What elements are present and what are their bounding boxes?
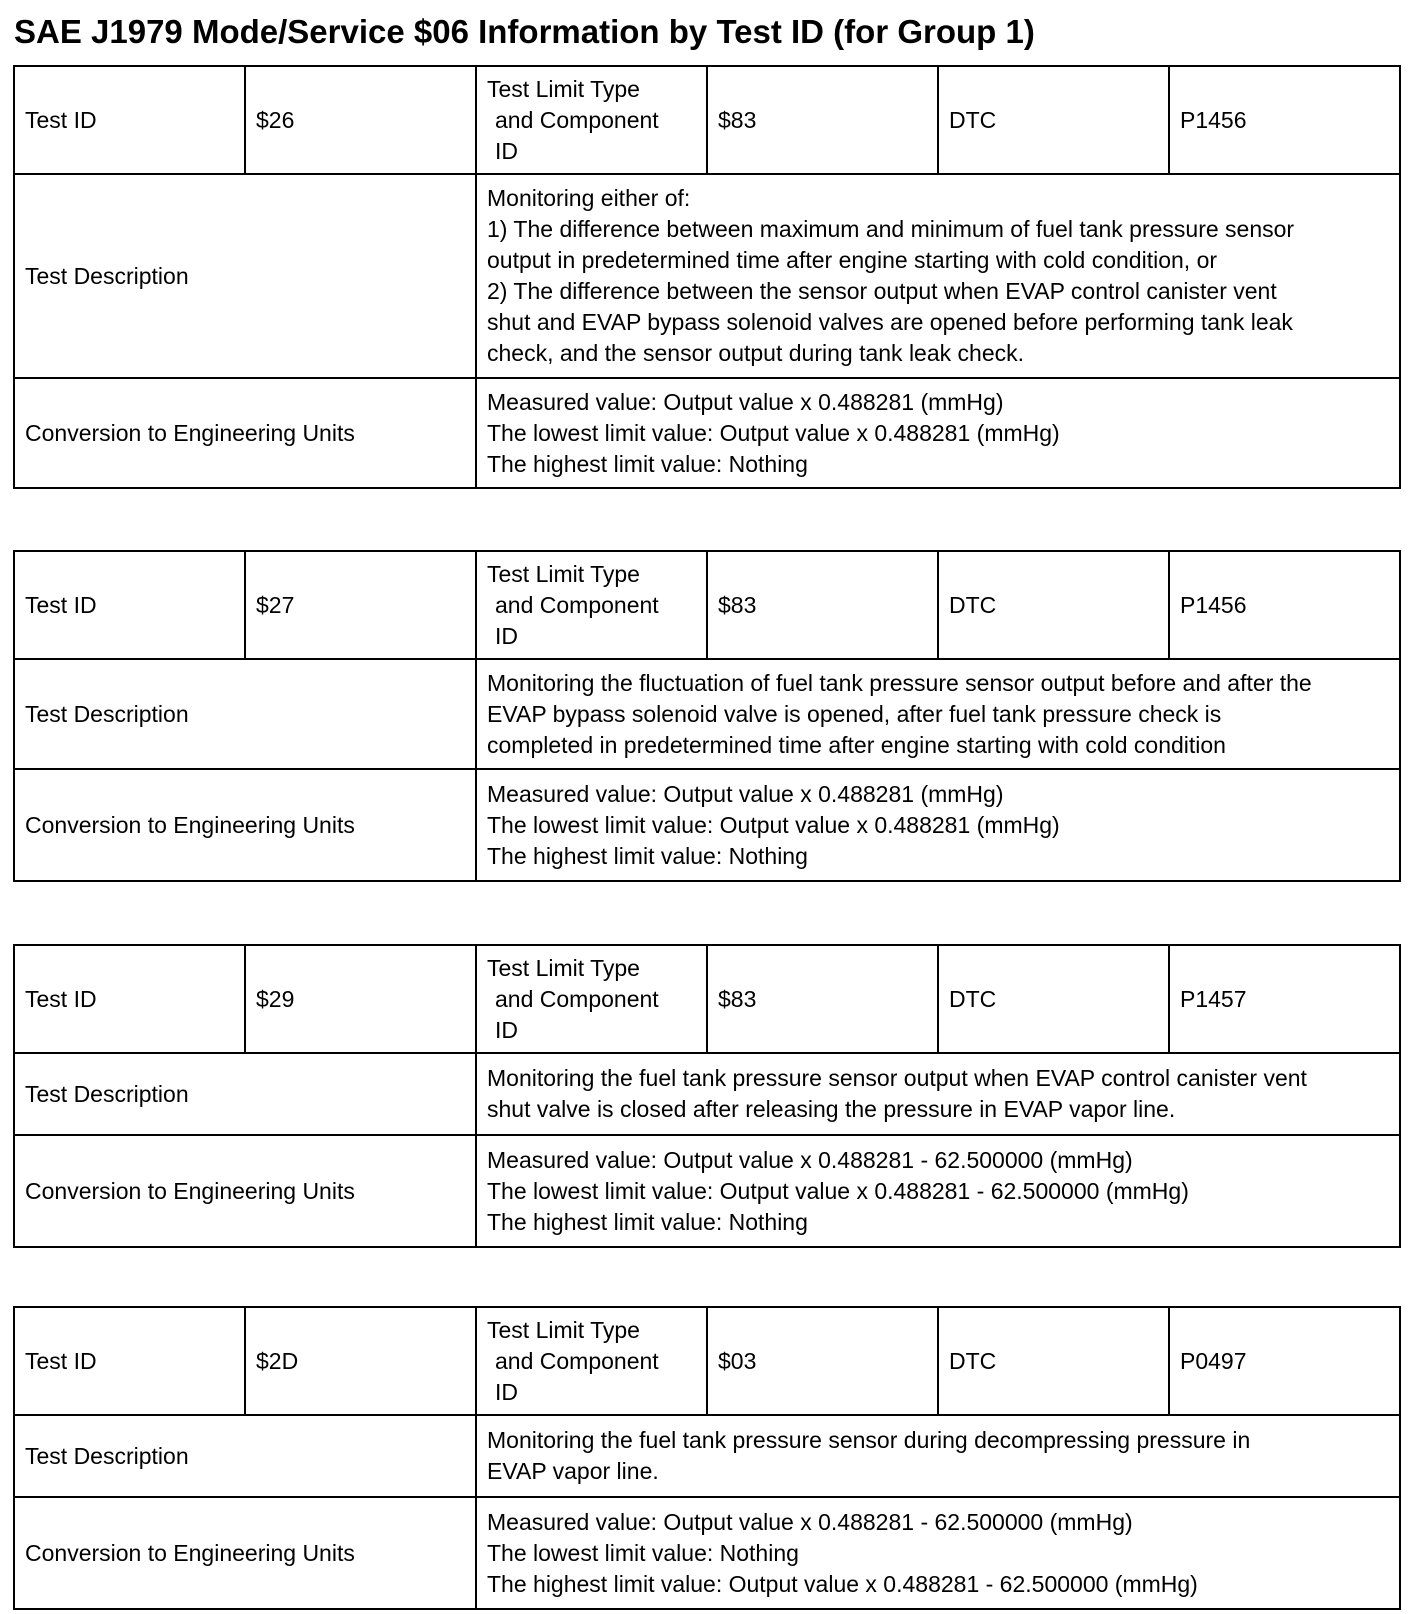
limit-type-label-line: and Component xyxy=(495,106,659,133)
limit-type-label xyxy=(476,945,707,1053)
conversion-label: Conversion to Engineering Units xyxy=(14,378,476,488)
conversion-row xyxy=(14,1135,1400,1247)
limit-type-label xyxy=(476,1307,707,1415)
test-id-value: $2D xyxy=(245,1307,476,1415)
conversion-row xyxy=(14,1497,1400,1609)
conversion-line: The lowest limit value: Output value x 0.488281 - 62.500000 (mmHg) xyxy=(487,1177,1189,1204)
conversion-line: The highest limit value: Nothing xyxy=(487,1208,808,1235)
limit-type-label-line: and Component xyxy=(495,985,659,1012)
test-description-label: Test Description xyxy=(14,1053,476,1135)
table-header-row xyxy=(14,551,1400,659)
description-line: completed in predetermined time after engine starting with cold condition xyxy=(487,731,1226,758)
limit-type-value: $83 xyxy=(707,945,938,1053)
dtc-value: P1457 xyxy=(1169,945,1400,1053)
limit-type-label-line: Test Limit Type xyxy=(487,75,640,102)
description-line: Monitoring either of: xyxy=(487,185,691,211)
test-id-label: Test ID xyxy=(14,66,245,174)
conversion-value xyxy=(476,1497,1400,1609)
conversion-value xyxy=(476,378,1400,488)
limit-type-label-line: Test Limit Type xyxy=(487,1316,640,1343)
dtc-label: DTC xyxy=(938,1307,1169,1415)
test-id-value: $27 xyxy=(245,551,476,659)
table-header-row xyxy=(14,945,1400,1053)
description-line: 1) The difference between maximum and minimum of fuel tank pressure sensor xyxy=(487,216,1295,242)
conversion-line: The highest limit value: Nothing xyxy=(487,450,808,477)
test-description-value xyxy=(476,1053,1400,1135)
conversion-row xyxy=(14,378,1400,488)
test-table xyxy=(13,944,1401,1248)
description-row xyxy=(14,659,1400,769)
test-id-value: $29 xyxy=(245,945,476,1053)
conversion-line: The lowest limit value: Output value x 0.488281 (mmHg) xyxy=(487,419,1060,446)
description-line: Monitoring the fuel tank pressure sensor during decompressing pressure in xyxy=(487,1427,1251,1453)
test-description-value xyxy=(476,659,1400,769)
limit-type-label-line: ID xyxy=(495,1016,518,1043)
conversion-line: The highest limit value: Nothing xyxy=(487,842,808,869)
limit-type-value: $83 xyxy=(707,66,938,174)
conversion-line: The highest limit value: Output value x 0.488281 - 62.500000 (mmHg) xyxy=(487,1570,1198,1597)
limit-type-label-line: Test Limit Type xyxy=(487,560,640,587)
table-header-row xyxy=(14,1307,1400,1415)
dtc-label: DTC xyxy=(938,66,1169,174)
test-id-value: $26 xyxy=(245,66,476,174)
limit-type-label-line: Test Limit Type xyxy=(487,954,640,981)
dtc-label: DTC xyxy=(938,551,1169,659)
test-description-value xyxy=(476,174,1400,378)
limit-type-label-line: ID xyxy=(495,137,518,164)
test-description-value xyxy=(476,1415,1400,1497)
table-header-row xyxy=(14,66,1400,174)
limit-type-label xyxy=(476,551,707,659)
description-line: Monitoring the fluctuation of fuel tank pressure sensor output before and after the xyxy=(487,669,1312,696)
description-line: output in predetermined time after engine starting with cold condition, or xyxy=(487,247,1218,273)
dtc-value: P0497 xyxy=(1169,1307,1400,1415)
description-line: Monitoring the fuel tank pressure sensor output when EVAP control canister vent xyxy=(487,1065,1307,1091)
conversion-label: Conversion to Engineering Units xyxy=(14,769,476,881)
test-description-label: Test Description xyxy=(14,659,476,769)
test-table xyxy=(13,550,1401,882)
conversion-line: Measured value: Output value x 0.488281 (mmHg) xyxy=(487,388,1004,415)
conversion-label: Conversion to Engineering Units xyxy=(14,1497,476,1609)
conversion-label: Conversion to Engineering Units xyxy=(14,1135,476,1247)
test-id-label: Test ID xyxy=(14,945,245,1053)
description-line: EVAP bypass solenoid valve is opened, after fuel tank pressure check is xyxy=(487,700,1222,727)
description-row xyxy=(14,174,1400,378)
description-line: check, and the sensor output during tank leak check. xyxy=(487,340,1024,366)
description-row xyxy=(14,1053,1400,1135)
limit-type-label-line: and Component xyxy=(495,591,659,618)
dtc-label: DTC xyxy=(938,945,1169,1053)
description-line: 2) The difference between the sensor output when EVAP control canister vent xyxy=(487,278,1277,304)
conversion-line: The lowest limit value: Output value x 0.488281 (mmHg) xyxy=(487,811,1060,838)
description-line: shut and EVAP bypass solenoid valves are opened before performing tank leak xyxy=(487,309,1293,335)
dtc-value: P1456 xyxy=(1169,66,1400,174)
test-table xyxy=(13,1306,1401,1610)
conversion-line: Measured value: Output value x 0.488281 - 62.500000 (mmHg) xyxy=(487,1146,1133,1173)
conversion-row xyxy=(14,769,1400,881)
dtc-value: P1456 xyxy=(1169,551,1400,659)
limit-type-label-line: ID xyxy=(495,1378,518,1405)
limit-type-label xyxy=(476,66,707,174)
conversion-line: Measured value: Output value x 0.488281 (mmHg) xyxy=(487,780,1004,807)
test-description-label: Test Description xyxy=(14,1415,476,1497)
limit-type-label-line: ID xyxy=(495,622,518,649)
conversion-line: The lowest limit value: Nothing xyxy=(487,1539,799,1566)
test-table xyxy=(13,65,1401,489)
description-row xyxy=(14,1415,1400,1497)
conversion-line: Measured value: Output value x 0.488281 - 62.500000 (mmHg) xyxy=(487,1508,1133,1535)
description-line: shut valve is closed after releasing the pressure in EVAP vapor line. xyxy=(487,1096,1176,1122)
test-id-label: Test ID xyxy=(14,1307,245,1415)
page-title: SAE J1979 Mode/Service $06 Information by Test ID (for Group 1) xyxy=(14,13,1035,50)
conversion-value xyxy=(476,1135,1400,1247)
description-line: EVAP vapor line. xyxy=(487,1458,659,1484)
limit-type-value: $03 xyxy=(707,1307,938,1415)
conversion-value xyxy=(476,769,1400,881)
test-description-label: Test Description xyxy=(14,174,476,378)
test-id-label: Test ID xyxy=(14,551,245,659)
limit-type-value: $83 xyxy=(707,551,938,659)
limit-type-label-line: and Component xyxy=(495,1347,659,1374)
